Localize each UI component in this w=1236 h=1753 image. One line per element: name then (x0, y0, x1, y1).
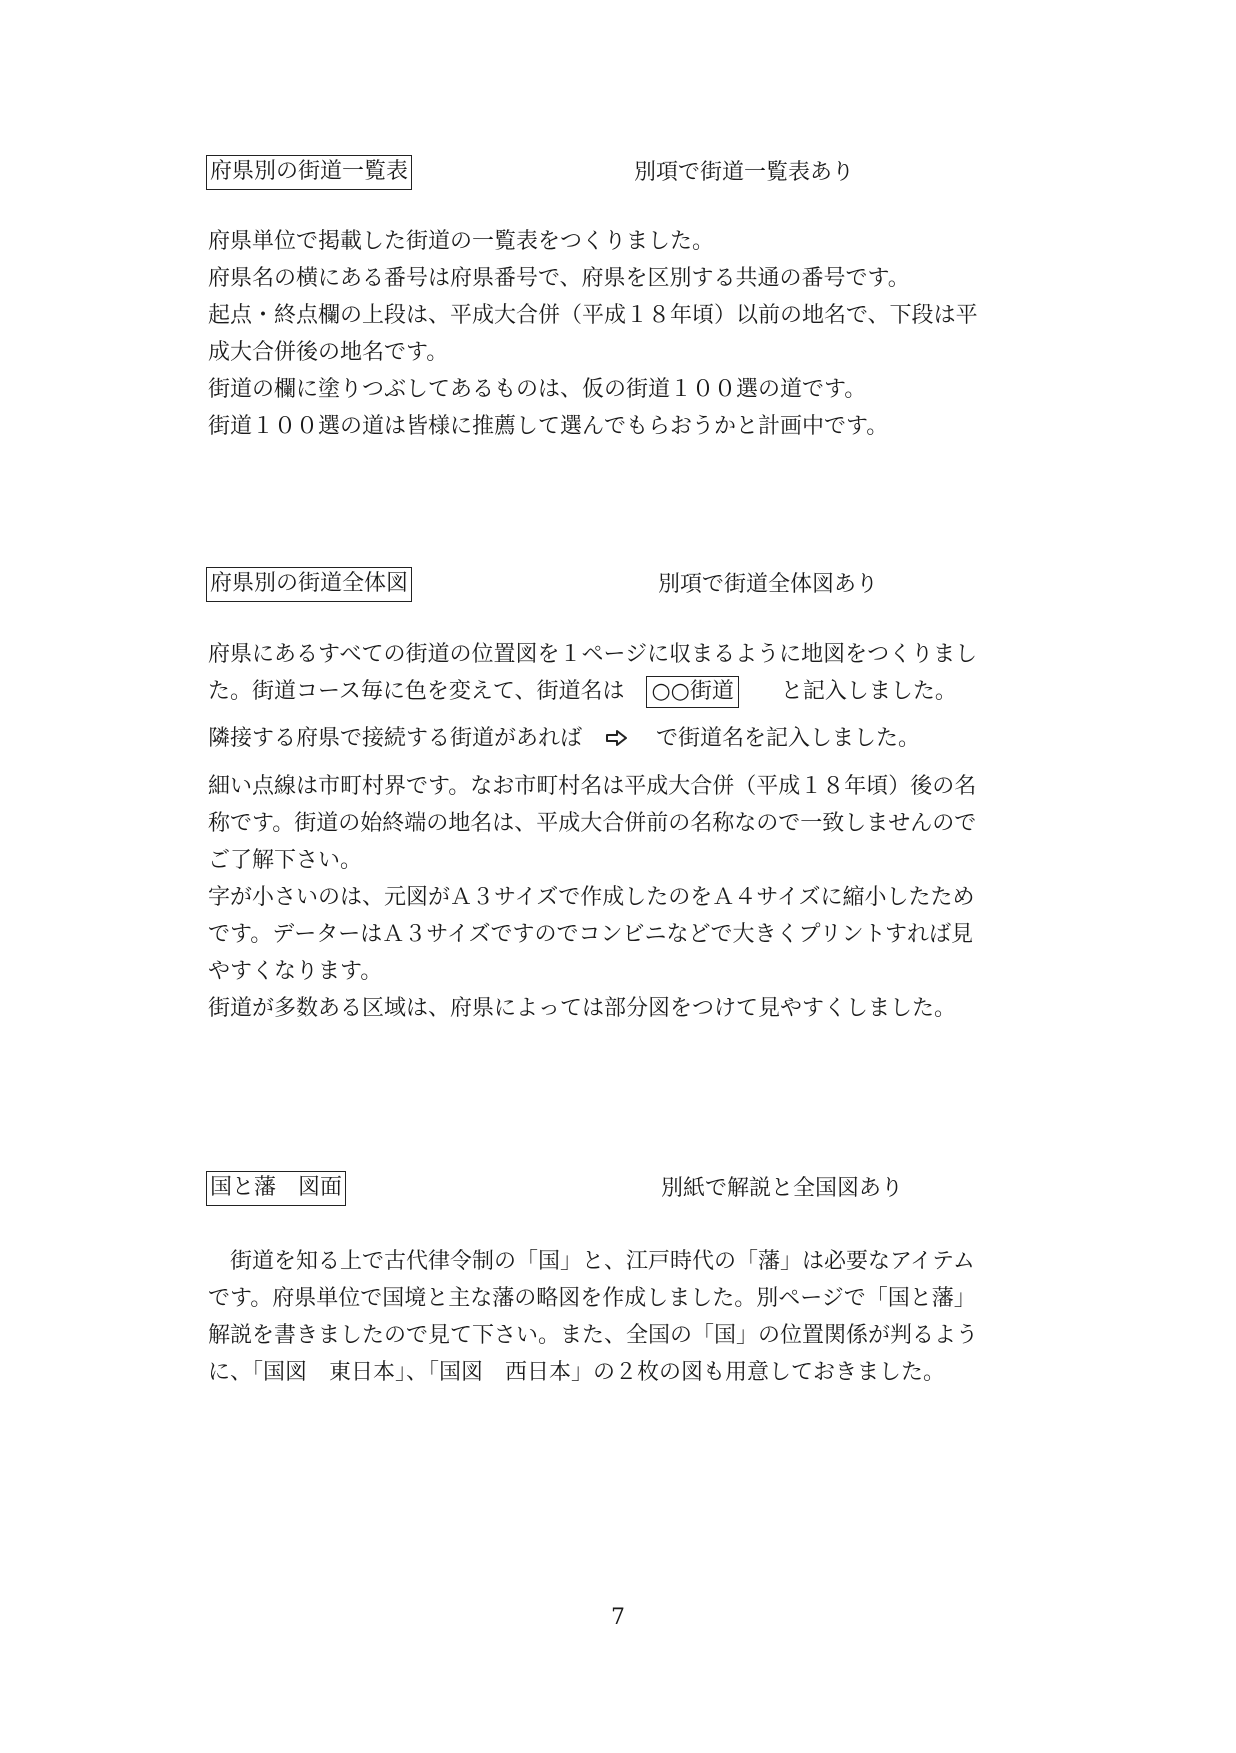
section2-line: 細い点線は市町村界です。なお市町村名は平成大合併（平成１８年頃）後の名 (208, 773, 977, 799)
section2-line2-text: た。街道コース毎に色を変えて、街道名は (208, 679, 625, 704)
section2-line: ご了解下さい。 (208, 847, 363, 873)
section1-line: 街道１００選の道は皆様に推薦して選んでもらおうかと計画中です。 (208, 414, 889, 439)
section2-note: 別項で街道全体図あり (658, 572, 879, 597)
section1-line: 府県単位で掲載した街道の一覧表をつくりました。 (208, 229, 715, 254)
section2-notes (208, 768, 1098, 1027)
section2-line: やすくなります。 (208, 958, 383, 984)
section2-line: 称です。街道の始終端の地名は、平成大合併前の名称なので一致しませんので (208, 810, 977, 836)
section1-line: 成大合併後の地名です。 (208, 340, 449, 365)
right-arrow-icon (606, 721, 628, 758)
section3-heading (206, 1171, 1086, 1211)
section1-note: 別項で街道一覧表あり (634, 160, 855, 185)
section3-body (208, 1243, 1098, 1391)
section2-line (208, 673, 1098, 710)
section3-line: 街道を知る上で古代律令制の「国」と、江戸時代の「藩」は必要なアイテム (208, 1249, 975, 1274)
section3-line: 解説を書きましたので見て下さい。また、全国の「国」の位置関係が判るよう (208, 1323, 979, 1348)
section2-heading (206, 567, 1086, 607)
page-number: 7 (611, 1605, 625, 1630)
section2-line (208, 720, 1098, 758)
section3-note: 別紙で解説と全国図あり (661, 1176, 904, 1201)
section2-title: 府県別の街道全体図 (206, 567, 412, 602)
section2-line2-text: と記入しました。 (780, 679, 957, 704)
section2-line: 街道が多数ある区域は、府県によっては部分図をつけて見やすくしました。 (208, 995, 957, 1021)
section2-line: です。データーはＡ３サイズですのでコンビニなどで大きくプリントすれば見 (208, 921, 973, 947)
section1-title: 府県別の街道一覧表 (206, 155, 412, 190)
section2-body (208, 636, 1098, 1027)
section3-line: に、「国図 東日本」、「国図 西日本」の２枚の図も用意しておきました。 (208, 1360, 946, 1385)
road-name-example-box: ○○街道 (646, 676, 738, 708)
section2-line: 字が小さいのは、元図がＡ３サイズで作成したのをＡ４サイズに縮小したため (208, 884, 975, 910)
section1-body (208, 223, 1098, 445)
section2-line3-text: 隣接する府県で接続する街道があれば (208, 726, 583, 751)
section1-line: 起点・終点欄の上段は、平成大合併（平成１８年頃）以前の地名で、下段は平 (208, 303, 978, 328)
section2-line3-text: で街道名を記入しました。 (656, 726, 921, 751)
section1-line: 街道の欄に塗りつぶしてあるものは、仮の街道１００選の道です。 (208, 377, 867, 402)
section3-title: 国と藩 図面 (206, 1171, 346, 1206)
section3-line: です。府県単位で国境と主な藩の略図を作成しました。別ページで「国と藩」 (208, 1286, 976, 1311)
section1-line: 府県名の横にある番号は府県番号で、府県を区別する共通の番号です。 (208, 266, 910, 291)
section1-heading (206, 155, 1086, 195)
section2-line: 府県にあるすべての街道の位置図を１ページに収まるように地図をつくりまし (208, 642, 978, 667)
